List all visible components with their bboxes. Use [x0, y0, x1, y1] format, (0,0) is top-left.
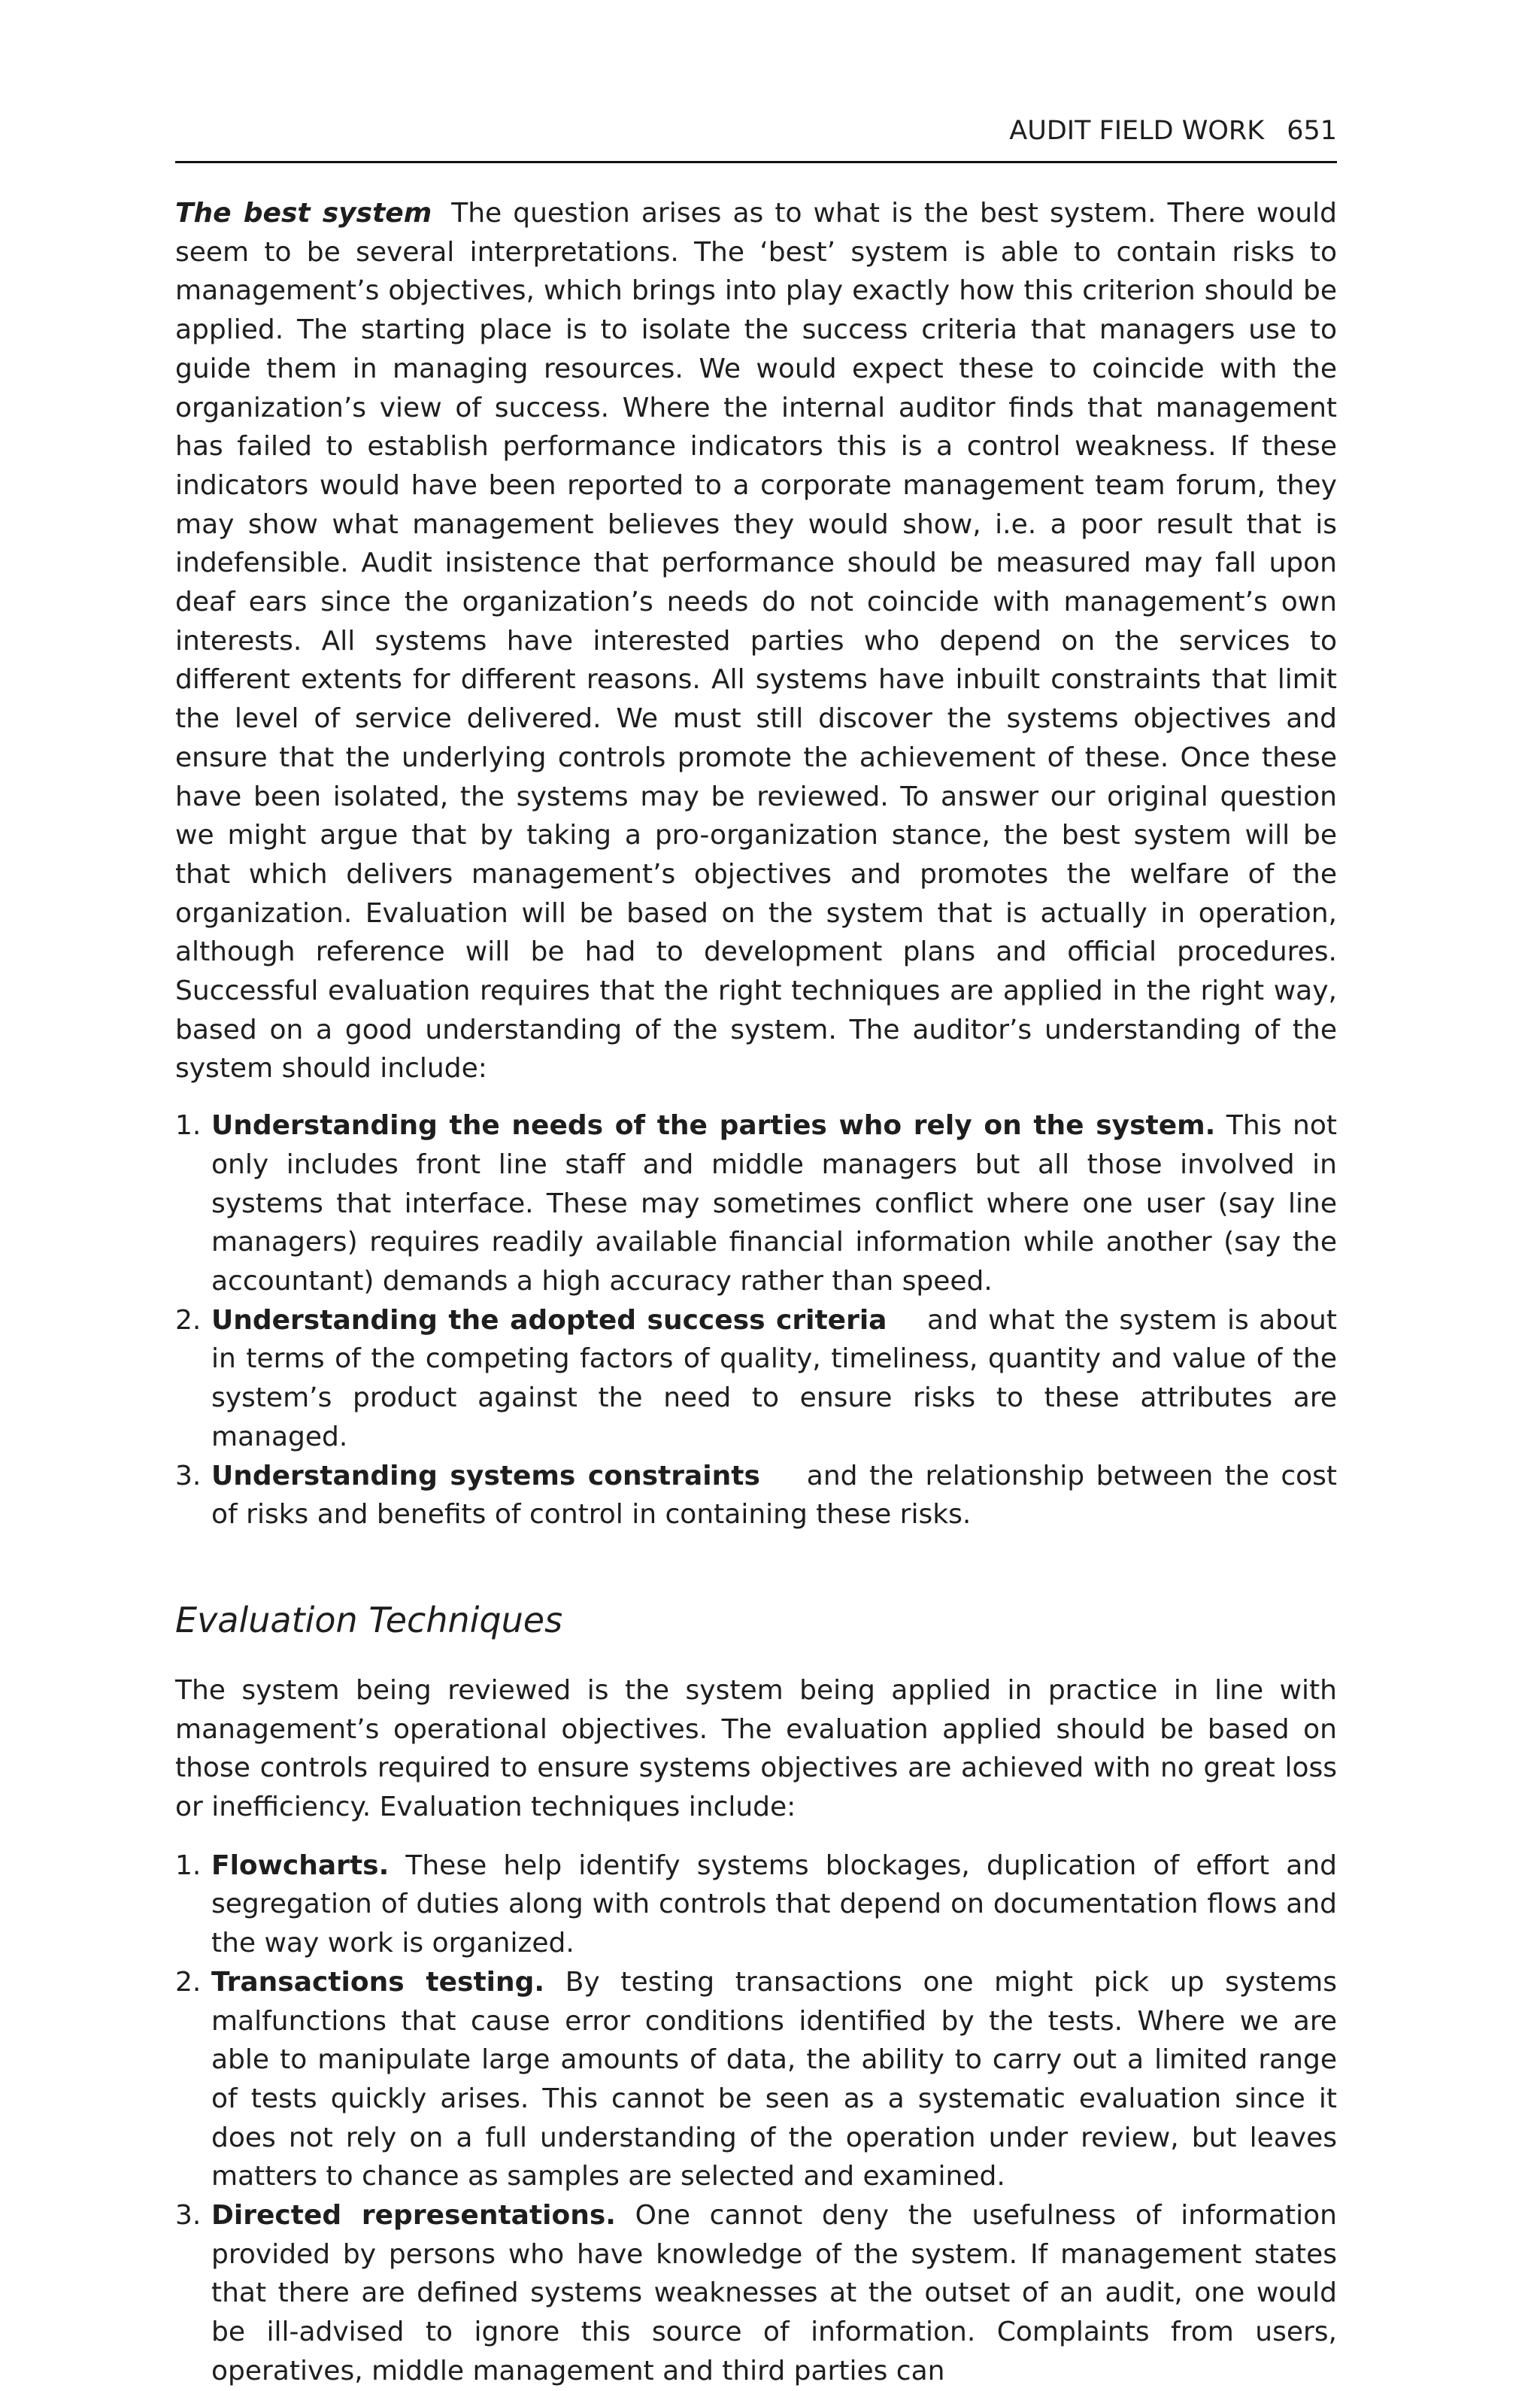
- best-system-paragraph: [175, 194, 1337, 1088]
- list-item-text: These help identify systems blockages, duplication of effort and segregation of duties along with controls that depend on documentation flows and the way work is organized.: [211, 1849, 1337, 1959]
- list-item-title: Understanding the needs of the parties who rely on the system.: [211, 1110, 1216, 1142]
- list-item-title: Directed representations.: [211, 2200, 616, 2232]
- understanding-list: [175, 1106, 1337, 1534]
- list-item-text: By testing transactions one might pick up systems malfunctions that cause error conditions identified by the tests. Where we are able to manipulate large amounts of data, the ability to carry out a limited range of tests quickly arises. This cannot be seen as a systematic evaluation since it does not rely on a full understanding of the operation under review, but leaves matters to chance as samples are selected and examined.: [211, 1966, 1337, 2192]
- list-item-number: 1.: [175, 1849, 202, 1881]
- list-item: [175, 2196, 1337, 2391]
- list-item-title: Understanding the adopted success criteria: [211, 1304, 887, 1336]
- list-item: [175, 1457, 1337, 1534]
- list-item: [175, 1963, 1337, 2196]
- evaluation-techniques-list: [175, 1846, 1337, 2391]
- section-heading-evaluation-techniques: Evaluation Techniques: [175, 1599, 563, 1640]
- page-body: [175, 194, 1337, 2391]
- list-item-text: and what the system is about in terms of the competing factors of quality, timeliness, quantity and value of the system’s product against the need to ensure risks to these attributes are managed.: [211, 1304, 1337, 1452]
- list-item-number: 2.: [175, 1304, 202, 1336]
- list-item-number: 3.: [175, 2200, 202, 2232]
- list-item-number: 1.: [175, 1110, 202, 1142]
- running-title: AUDIT FIELD WORK: [1009, 116, 1265, 146]
- best-system-run-in-heading: The best system: [175, 198, 432, 229]
- list-item: [175, 1301, 1337, 1457]
- evaluation-paragraph: The system being reviewed is the system being applied in practice in line with management’s operational objectives. The evaluation applied should be based on those controls required to ensure systems objectives are achieved with no great loss or inefficiency. Evaluation techniques include:: [175, 1674, 1337, 1823]
- list-item-number: 3.: [175, 1460, 202, 1491]
- list-item-title: Understanding systems constraints: [211, 1460, 760, 1491]
- page-number: 651: [1287, 116, 1337, 146]
- list-item-text: This not only includes front line staff and middle managers but all those involved in systems that interface. These may sometimes conflict where one user (say line managers) requires readily available financial information while another (say the accountant) demands a high accuracy rather than speed.: [211, 1110, 1337, 1297]
- list-item: [175, 1106, 1337, 1301]
- list-item-title: Transactions testing.: [211, 1966, 545, 1998]
- list-item: [175, 1846, 1337, 1963]
- list-item-title: Flowcharts.: [211, 1849, 390, 1881]
- list-item-number: 2.: [175, 1966, 202, 1998]
- best-system-text: The question arises as to what is the best system. There would seem to be several interpretations. The ‘best’ system is able to contain risks to management’s objectives, which brings into play exactly how this criterion should be applied. The starting place is to isolate the success criteria that managers use to guide them in managing resources. We would expect these to coincide with the organization’s view of success. Where the internal auditor finds that management has failed to establish performance indicators this is a control weakness. If these indicators would have been reported to a corporate management team forum, they may show what management believes they would show, i.e. a poor result that is indefensible. Audit insistence that performance should be measured may fall upon deaf ears since the organization’s needs do not coincide with management’s own interests. All systems have interested parties who depend on the services to different extents for different reasons. All systems have inbuilt constraints that limit the level of service delivered. We must still discover the systems objectives and ensure that the underlying controls promote the achievement of these. Once these have been isolated, the systems may be reviewed. To answer our original question we might argue that by taking a pro-organization stance, the best system will be that which delivers management’s objectives and promotes the welfare of the organization. Evaluation will be based on the system that is actually in operation, although reference will be had to development plans and official procedures. Successful evaluation requires that the right techniques are applied in the right way, based on a good understanding of the system. The auditor’s understanding of the system should include:: [175, 198, 1337, 1085]
- list-item-text: One cannot deny the usefulness of information provided by persons who have knowledge of the system. If management states that there are defined systems weaknesses at the outset of an audit, one would be ill-advised to ignore this source of information. Complaints from users, operatives, middle management and third parties can: [211, 2200, 1337, 2386]
- list-item-text: and the relationship between the cost of risks and benefits of control in containing these risks.: [211, 1460, 1338, 1531]
- header-rule: [175, 161, 1337, 163]
- running-header: [175, 114, 1337, 147]
